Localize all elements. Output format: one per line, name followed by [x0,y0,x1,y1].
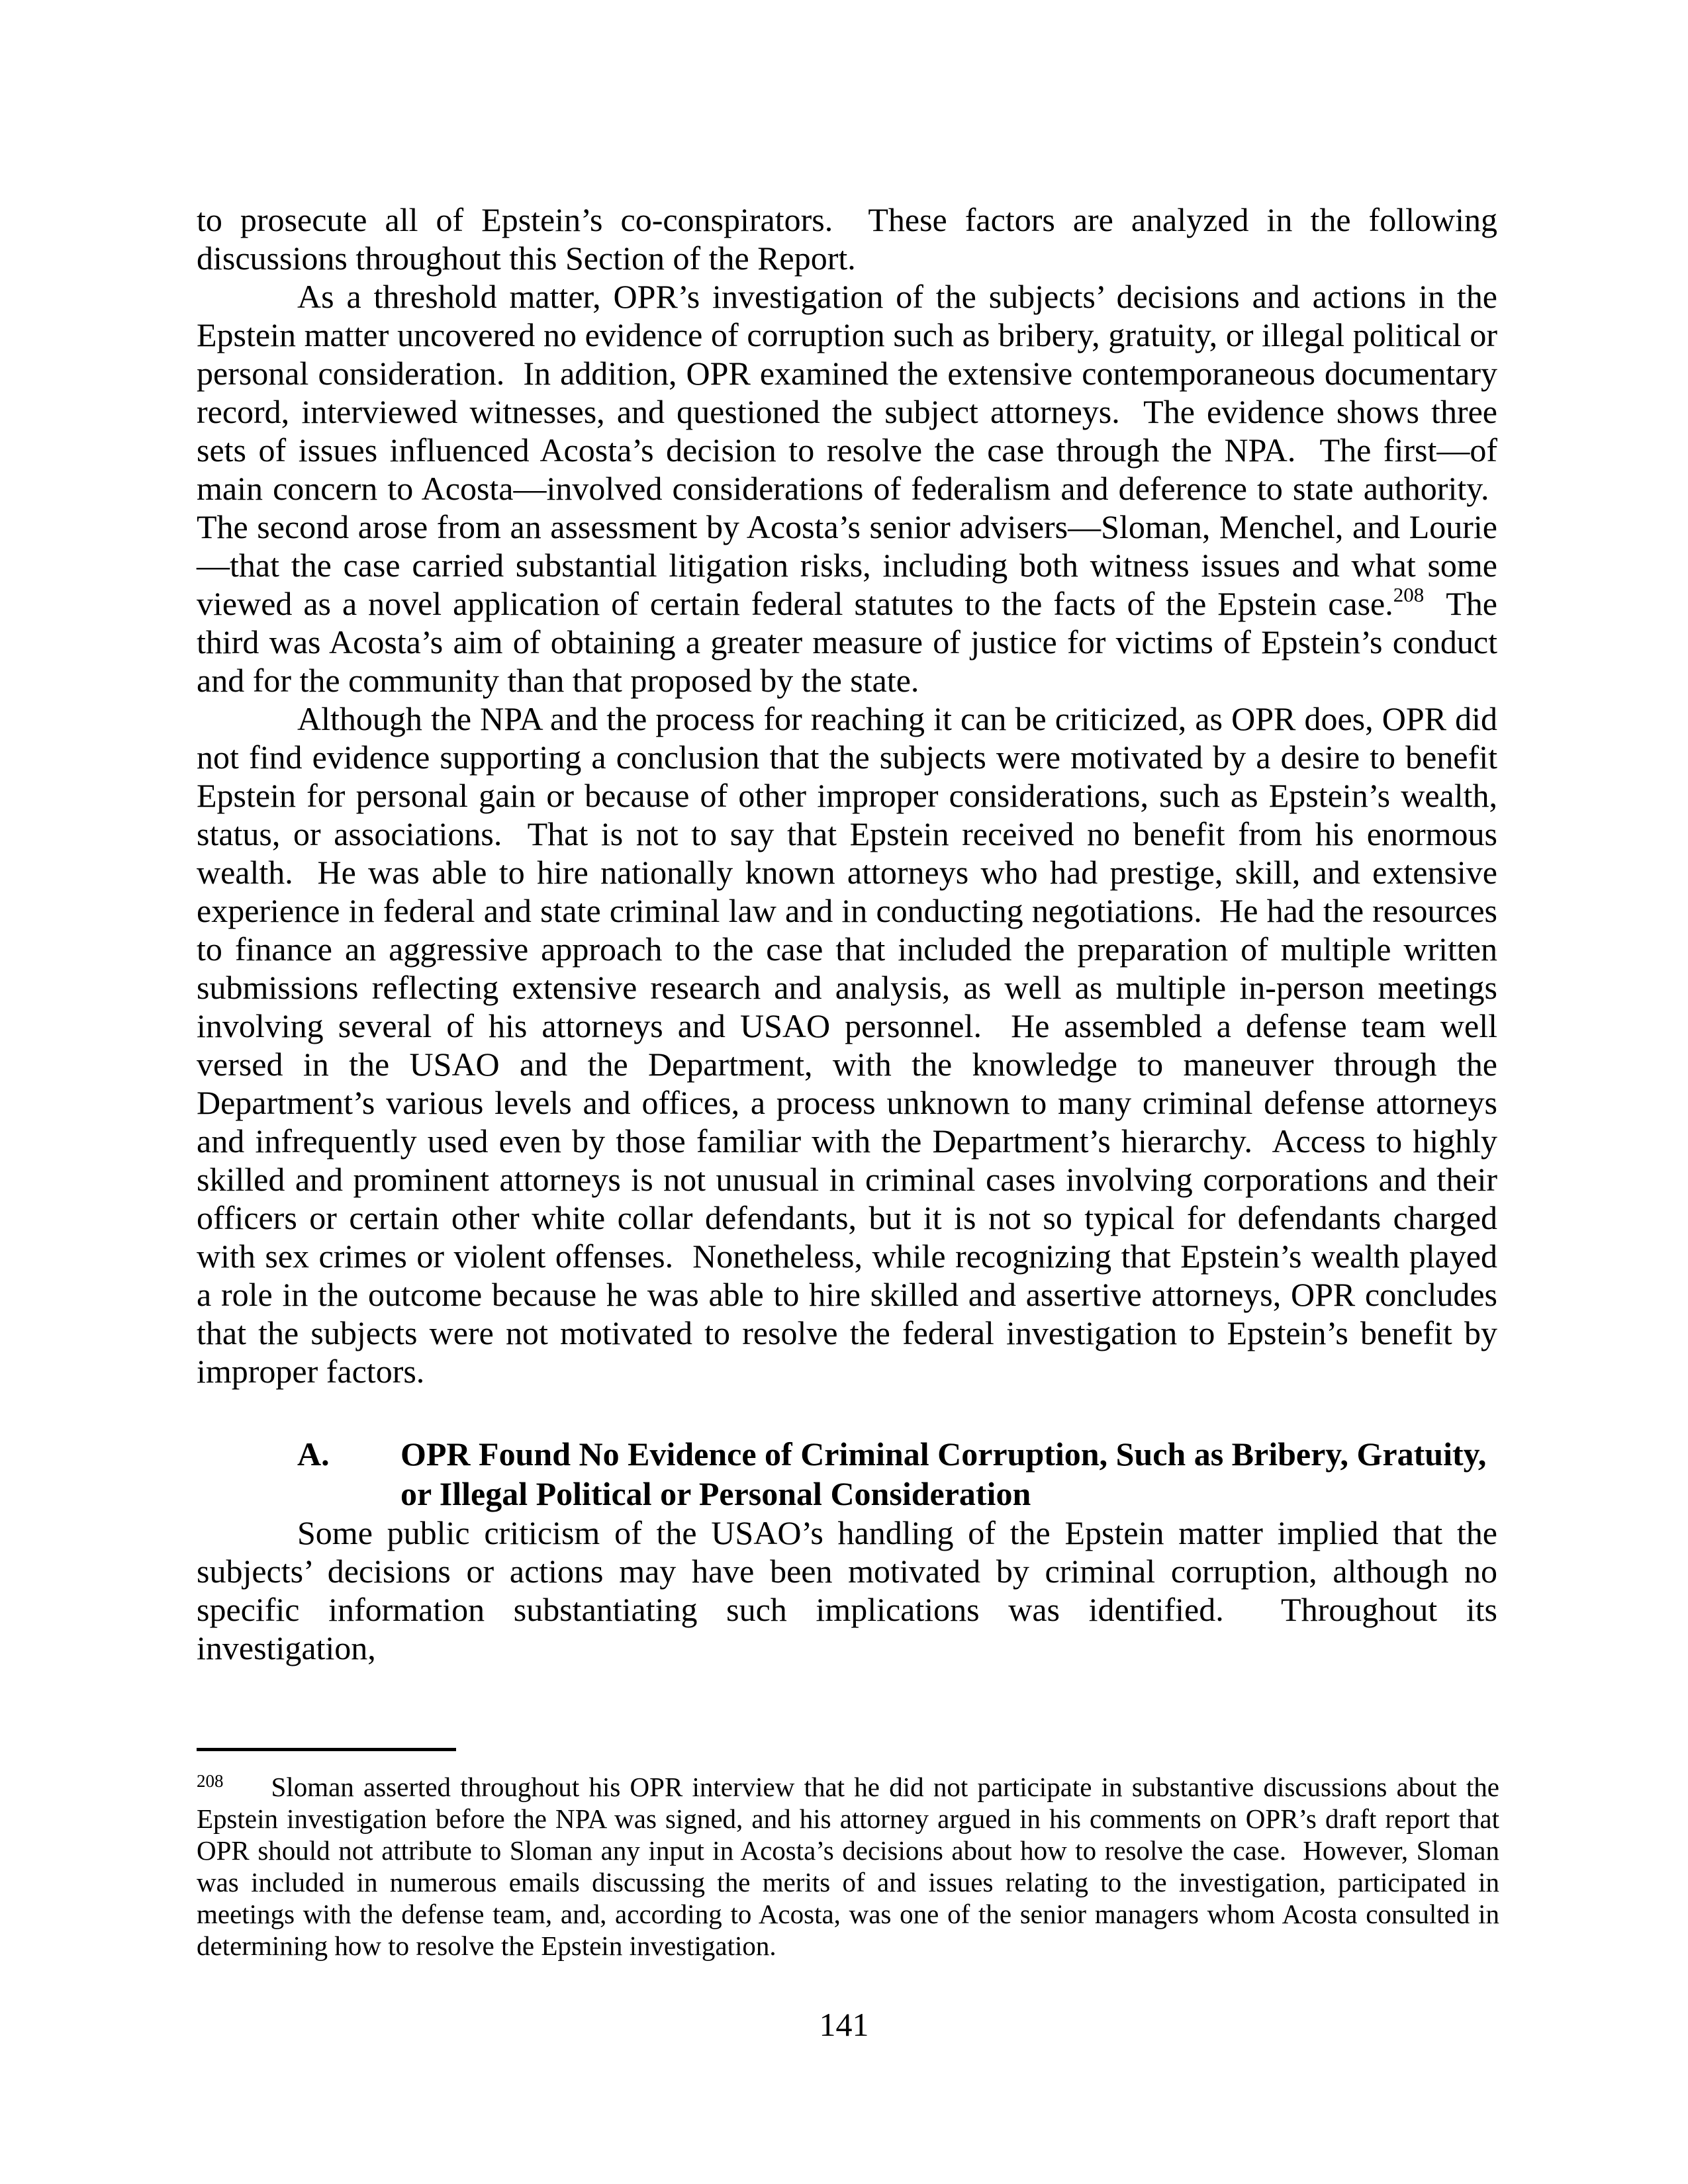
footnote-208 [197,1771,1499,1962]
footnote-separator [197,1748,456,1751]
paragraph-continuation: to prosecute all of Epstein’s co-conspirators. These factors are analyzed in the following discussions throughout this Section of the Report. [197,201,1497,277]
section-heading-label: A. [297,1435,330,1473]
paragraph-some-public-criticism: Some public criticism of the USAO’s handling of the Epstein matter implied that the subjects’ decisions or actions may have been motivated by criminal corruption, although no specific information substantiating such implications was identified. Throughout its investigation, [197,1514,1497,1666]
footnote-number: 208 [197,1771,224,1791]
footnote-reference-208: 208 [1393,583,1425,606]
paragraph-threshold-part1: As a threshold matter, OPR’s investigation of the subjects’ decisions and actions in the Epstein matter uncovered no evidence of corruption such as bribery, gratuity, or illegal political or personal consideration. In addition, OPR examined the extensive contemporaneous documentary record, interviewed witnesses, and questioned the subject attorneys. The evidence shows three sets of issues influenced Acosta’s decision to resolve the case through the NPA. The first—of main concern to Acosta—involved considerations of federalism and deference to state authority. The second arose from an assessment by Acosta’s senior advisers—Sloman, Menchel, and Lourie—that the case carried substantial litigation risks, including both witness issues and what some viewed as a novel application of certain federal statutes to the facts of the Epstein case. [197,278,1497,622]
paragraph-although-npa: Although the NPA and the process for reaching it can be criticized, as OPR does, OPR did not find evidence supporting a conclusion that the subjects were motivated by a desire to benefit Epstein for personal gain or because of other improper considerations, such as Epstein’s wealth, status, or associations. That is not to say that Epstein received no benefit from his enormous wealth. He was able to hire nationally known attorneys who had prestige, skill, and extensive experience in federal and state criminal law and in conducting negotiations. He had the resources to finance an aggressive approach to the case that included the preparation of multiple written submissions reflecting extensive research and analysis, as well as multiple in-person meetings involving several of his attorneys and USAO personnel. He assembled a defense team well versed in the USAO and the Department, with the knowledge to maneuver through the Department’s various levels and offices, a process unknown to many criminal defense attorneys and infrequently used even by those familiar with the Department’s hierarchy. Access to highly skilled and prominent attorneys is not unusual in criminal cases involving corporations and their officers or certain other white collar defendants, but it is not so typical for defendants charged with sex crimes or violent offenses. Nonetheless, while recognizing that Epstein’s wealth played a role in the outcome because he was able to hire skilled and assertive attorneys, OPR concludes that the subjects were not motivated to resolve the federal investigation to Epstein’s benefit by improper factors. [197,700,1497,1390]
section-heading [297,1434,1497,1514]
paragraph-threshold-matter [197,277,1497,700]
footnote-area [197,1748,1499,1962]
page-body-text [197,201,1497,1667]
footnote-text: Sloman asserted throughout his OPR interview that he did not participate in substantive discussions about the Epstein investigation before the NPA was signed, and his attorney argued in his comments on OPR’s draft report that OPR should not attribute to Sloman any input in Acosta’s decisions about how to resolve the case. However, Sloman was included in numerous emails discussing the merits of and issues relating to the investigation, participated in meetings with the defense team, and, according to Acosta, was one of the senior managers whom Acosta consulted in determining how to resolve the Epstein investigation. [197,1772,1499,1961]
paragraph-threshold-part2: The third was Acosta’s aim of obtaining a greater measure of justice for victims of Epstein’s conduct and for the community than that proposed by the state. [197,585,1497,699]
section-heading-text: OPR Found No Evidence of Criminal Corruption, Such as Bribery, Gratuity, or Illegal Political or Personal Consideration [400,1435,1487,1512]
page-number: 141 [819,2006,869,2043]
